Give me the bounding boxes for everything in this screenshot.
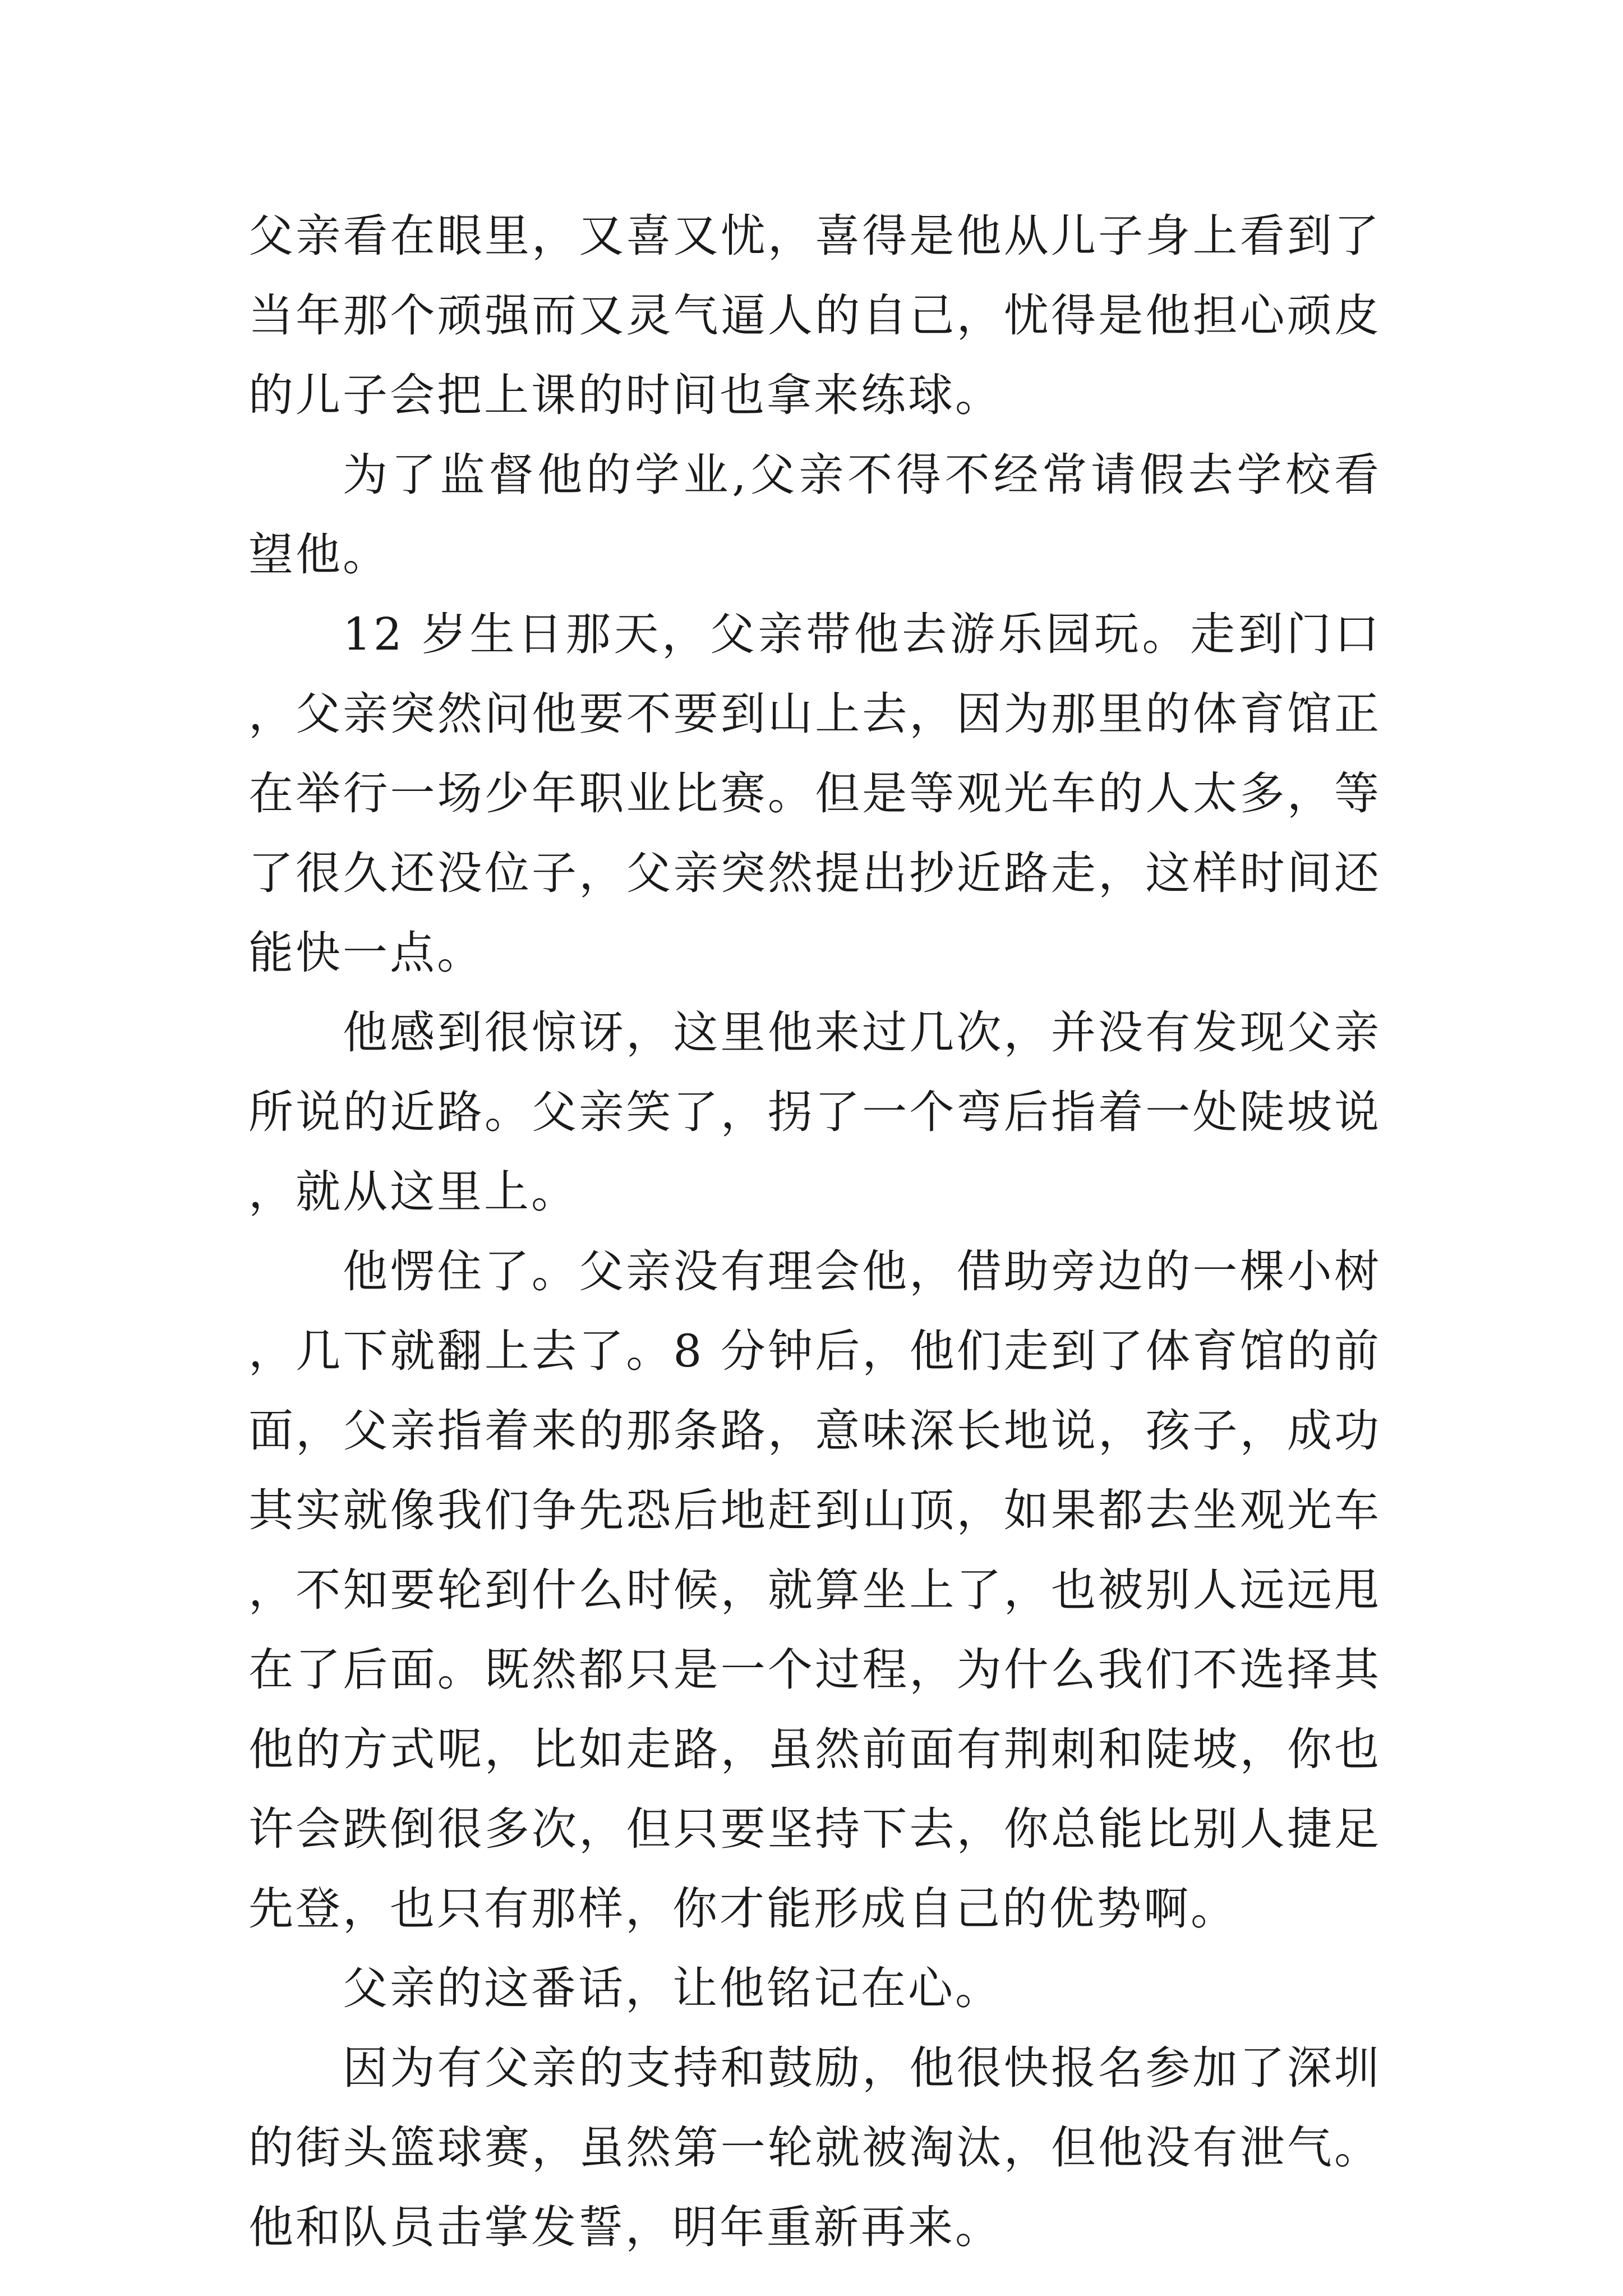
paragraph-1: 父亲看在眼里，又喜又忧，喜得是他从儿子身上看到了当年那个顽强而又灵气逼人的自己，忧得是他担心顽皮的儿子会把上课的时间也拿来练球。: [248, 210, 1381, 421]
paragraph-3: 12 岁生日那天，父亲带他去游乐园玩。走到门口，父亲突然问他要不要到山上去，因为那里的体育馆正在举行一场少年职业比赛。但是等观光车的人太多，等了很久还没位子，父亲突然提出抄近路走，这样时间还能快一点。: [248, 608, 1381, 979]
paragraph-5: 他愣住了。父亲没有理会他，借助旁边的一棵小树，几下就翻上去了。8 分钟后，他们走到了体育馆的前面，父亲指着来的那条路，意味深长地说，孩子，成功其实就像我们争先恐后地赶到山顶，如果都去坐观光车，不知要轮到什么时候，就算坐上了，也被别人远远甩在了后面。既然都只是一个过程，为什么我们不选择其他的方式呢，比如走路，虽然前面有荆刺和陡坡，你也许会跌倒很多次，但只要坚持下去，你总能比别人捷足先登，也只有那样，你才能形成自己的优势啊。: [248, 1245, 1381, 1935]
document-body: [248, 196, 1381, 2267]
paragraph-6: 父亲的这番话，让他铭记在心。: [343, 1962, 1002, 2014]
paragraph-2: 为了监督他的学业,父亲不得不经常请假去学校看望他。: [248, 449, 1381, 581]
paragraph-4: 他感到很惊讶，这里他来过几次，并没有发现父亲所说的近路。父亲笑了，拐了一个弯后指着一处陡坡说，就从这里上。: [248, 1006, 1381, 1218]
paragraph-7: 因为有父亲的支持和鼓励，他很快报名参加了深圳的街头篮球赛，虽然第一轮就被淘汰，但他没有泄气。他和队员击掌发誓，明年重新再来。: [248, 2042, 1381, 2253]
